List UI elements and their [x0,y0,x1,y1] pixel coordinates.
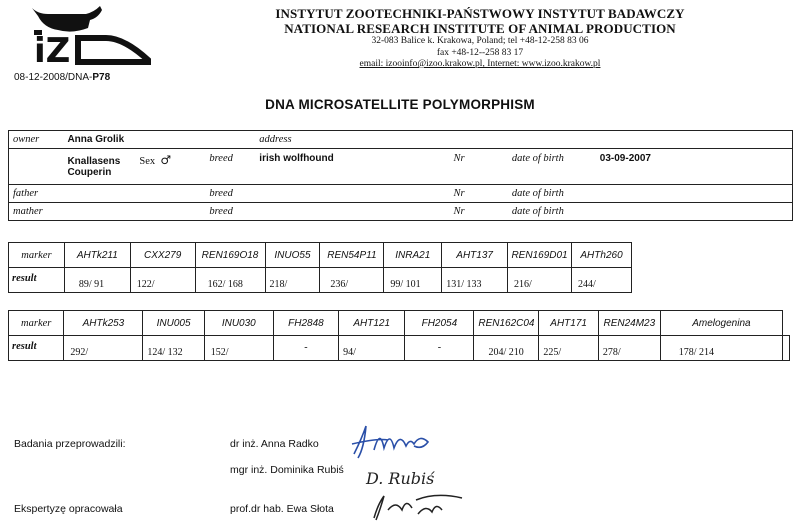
performer-1-name: dr inż. Anna Radko [230,438,319,450]
dog-name-line2: Couperin [67,166,112,178]
expertise-label: Ekspertyzę opracowała [14,503,123,515]
father-label: father [9,185,64,203]
marker-names-row-2 [9,311,790,336]
breed-label: breed [205,149,255,185]
marker-name: INU005 [143,311,204,336]
dob-label: date of birth [508,149,596,185]
marker-result: 204/ 210 [474,336,539,361]
marker-name: AHT121 [339,311,405,336]
marker-name: REN169D01 [508,243,572,268]
institute-address: 32-083 Balice k. Krakowa, Poland; tel +48-12-258 83 06 [371,36,589,46]
dog-name [63,149,135,185]
marker-result: 122/ [130,268,195,293]
institute-name-pl: INSTYTUT ZOOTECHNIKI-PAŃSTWOWY INSTYTUT BADAWCZY [275,6,685,21]
marker-name: Amelogenina [660,311,782,336]
marker-results-row-1 [9,268,632,293]
marker-row-label: marker [9,311,64,336]
institute-fax: fax +48-12--258 83 17 [436,47,524,58]
sex-label: Sex [139,156,156,167]
marker-name: AHT137 [442,243,508,268]
marker-result: 225/ [539,336,598,361]
father-dob-label: date of birth [508,185,596,203]
marker-result: 292/ [64,336,143,361]
signature-2 [362,462,442,492]
marker-result: 94/ [339,336,405,361]
marker-result: 131/ 133 [442,268,508,293]
marker-result: 278/ [598,336,660,361]
owner-label: owner [9,131,64,149]
performed-by-label: Badania przeprowadzili: [14,438,126,450]
signature-2-text: D. Rubiś [366,469,435,488]
marker-result: 216/ [508,268,572,293]
mother-breed-label: breed [205,203,255,221]
dog-name-line1: Knallasens [67,155,121,167]
marker-names-row-1 [9,243,632,268]
marker-result: 162/ 168 [195,268,265,293]
sex-symbol: ♂ [160,153,172,167]
father-row [9,185,793,203]
performer-2-name: mgr inż. Dominika Rubiś [230,464,344,476]
marker-name: CXX279 [130,243,195,268]
marker-name: INU030 [204,311,273,336]
marker-name: FH2848 [273,311,338,336]
animal-row [9,149,793,185]
marker-result: 124/ 132 [143,336,204,361]
marker-results-row-2 [9,336,790,361]
result-row-label: result [9,268,65,293]
page-title: DNA MICROSATELLITE POLYMORPHISM [265,97,535,112]
institute-logo [28,4,156,66]
marker-name: AHTk211 [64,243,130,268]
animal-info-table [8,130,793,221]
breed-value: irish wolfhound [255,149,410,185]
marker-result: 89/ 91 [64,268,130,293]
marker-name: REN169O18 [195,243,265,268]
marker-name: AHT171 [539,311,598,336]
nr-label: Nr [410,149,508,185]
sex-cell [135,149,205,185]
result-row-label: result [9,336,64,361]
marker-result: 152/ [204,336,273,361]
marker-result: - [405,336,474,361]
marker-name: REN162C04 [474,311,539,336]
marker-result: 178/ 214 [660,336,782,361]
marker-name: AHTk253 [64,311,143,336]
marker-name: INRA21 [384,243,442,268]
marker-name: REN24M23 [598,311,660,336]
logo-letters: iZ [34,31,71,66]
document-reference [14,72,110,83]
mother-nr-label: Nr [410,203,508,221]
institute-email: email: izooinfo@izoo.krakow.pl, Internet: www.izoo.krakow.pl [359,59,601,69]
marker-row-label: marker [9,243,65,268]
marker-table-1 [8,242,632,293]
dob-value: 03-09-2007 [596,149,793,185]
signature-1 [348,418,438,462]
marker-result: - [273,336,338,361]
owner-value: Anna Grolik [63,131,255,149]
father-nr-label: Nr [410,185,508,203]
marker-result: 99/ 101 [384,268,442,293]
marker-name: REN54P11 [320,243,384,268]
owner-row [9,131,793,149]
address-label: address [255,131,792,149]
mother-row [9,203,793,221]
marker-name: FH2054 [405,311,474,336]
institute-header [200,6,760,71]
performer-3-name: prof.dr hab. Ewa Słota [230,503,334,515]
document-reference-prefix: 08-12-2008/DNA- [14,72,93,83]
document-reference-code: P78 [92,72,111,83]
marker-table-2 [8,310,790,361]
mother-label: mather [9,203,64,221]
marker-name: INUO55 [265,243,320,268]
institute-name-en: NATIONAL RESEARCH INSTITUTE OF ANIMAL PRODUCTION [284,21,676,36]
marker-result: 218/ [265,268,320,293]
signature-3 [366,490,476,522]
father-breed-label: breed [205,185,255,203]
marker-result: 236/ [320,268,384,293]
marker-result: 244/ [572,268,632,293]
marker-name: AHTh260 [572,243,632,268]
mother-dob-label: date of birth [508,203,596,221]
